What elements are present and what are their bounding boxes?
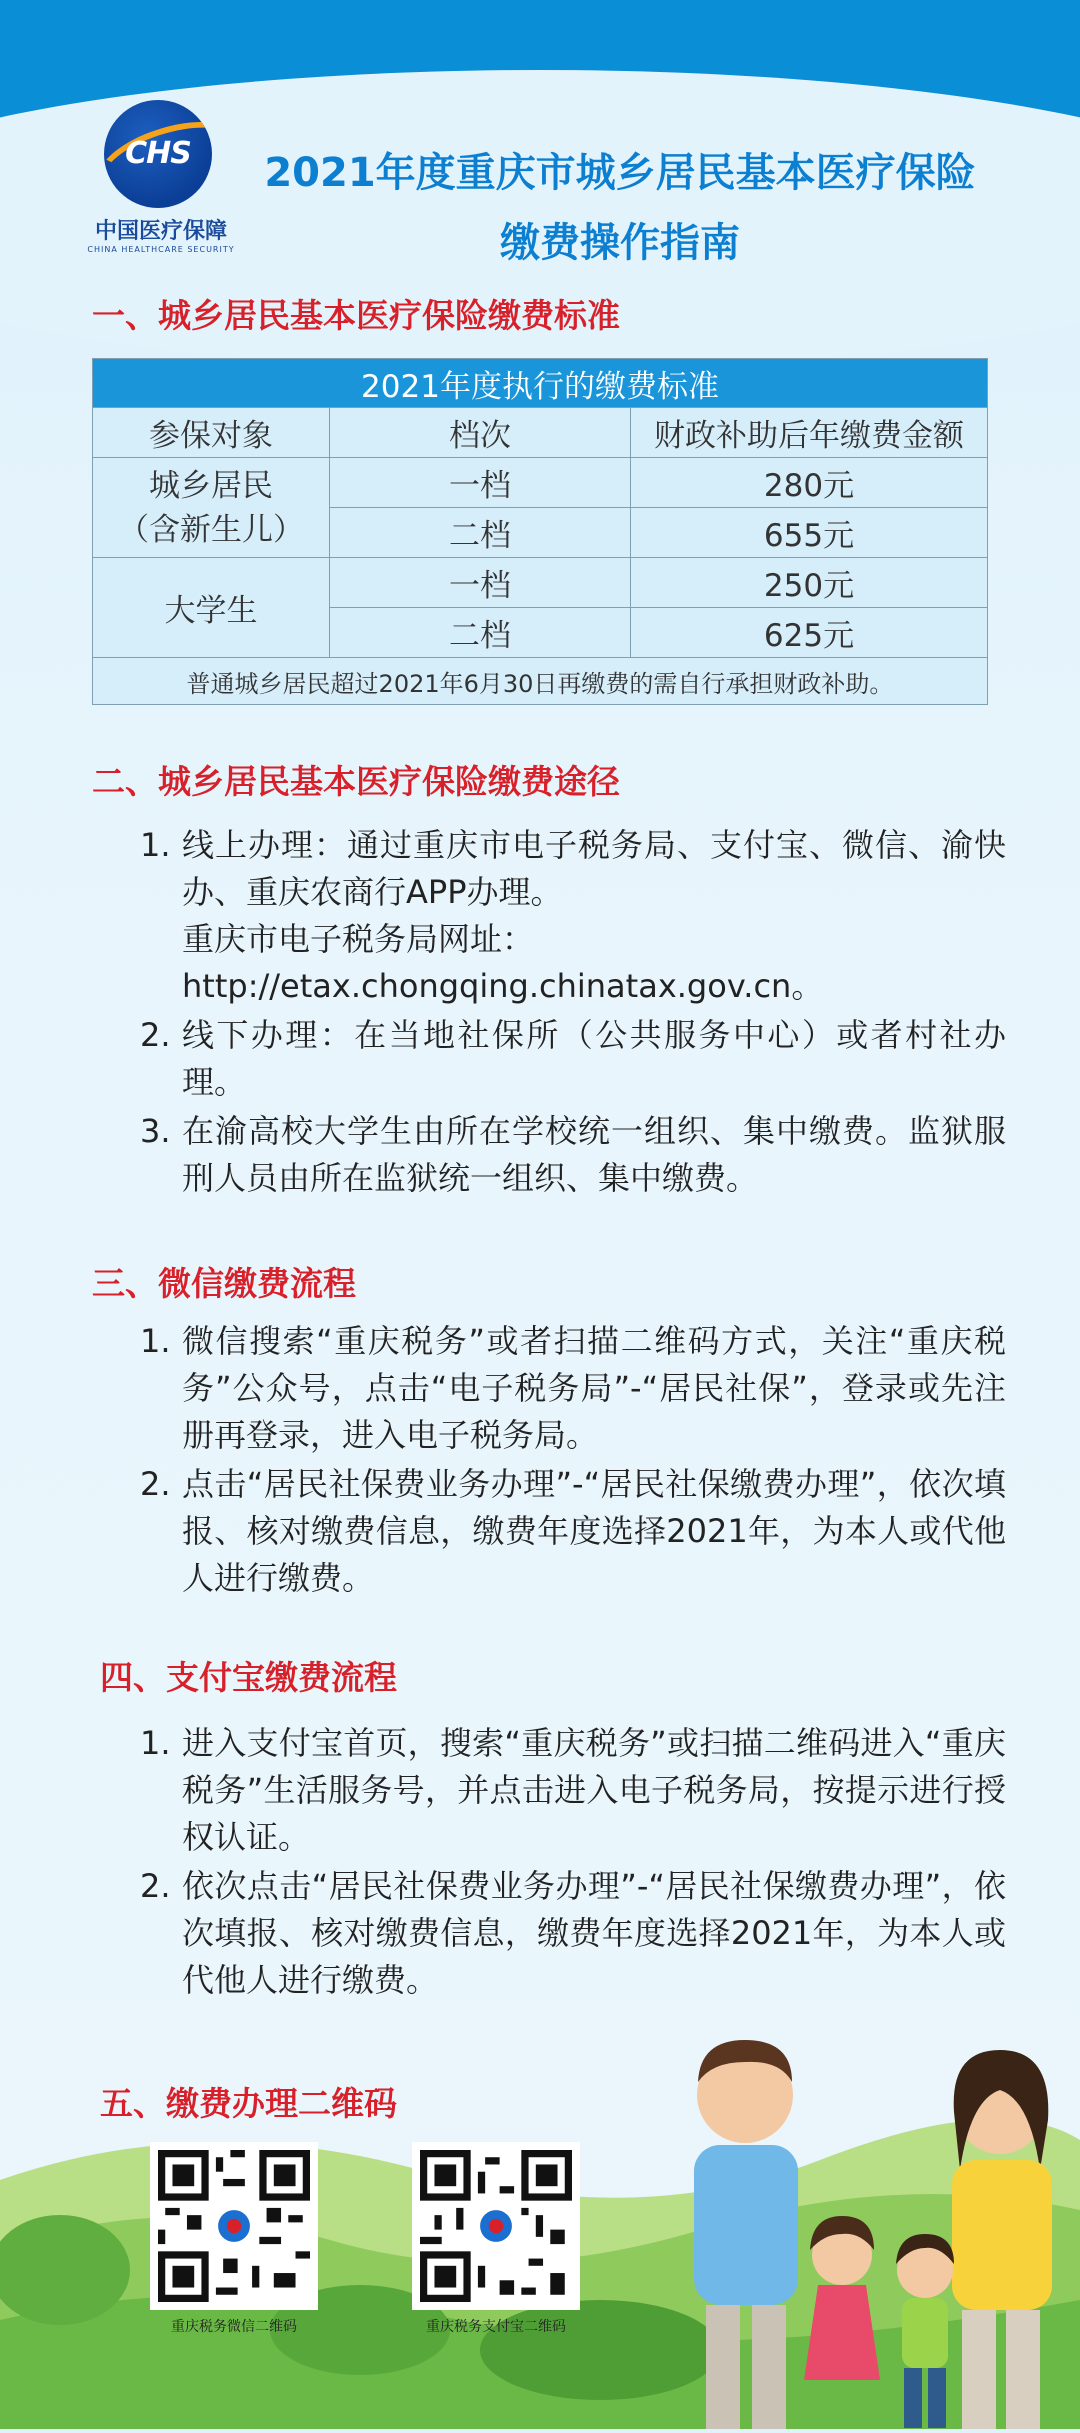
- item-text: 依次点击“居民社保费业务办理”-“居民社保缴费办理”，依次填报、核对缴费信息，缴费年度选择2021年，为本人或代他人进行缴费。: [182, 1867, 1006, 1999]
- tier-cell: 二档: [330, 608, 631, 658]
- table-group-cell: [93, 458, 330, 558]
- section-title-4: 四、支付宝缴费流程: [100, 1658, 397, 1697]
- list-item: [140, 1318, 1006, 1459]
- tier-cell: 一档: [330, 458, 631, 508]
- website-link[interactable]: http://etax.chongqing.chinatax.gov.cn。: [182, 967, 824, 1005]
- section-title-3: 三、微信缴费流程: [92, 1264, 356, 1303]
- item-number: 1.: [140, 826, 171, 864]
- amount-cell: 625元: [631, 608, 988, 658]
- wechat-qr-caption: 重庆税务微信二维码: [171, 2319, 297, 2335]
- item-text: 进入支付宝首页，搜索“重庆税务”或扫描二维码进入“重庆税务”生活服务号，并点击进入电子税务局，按提示进行授权认证。: [182, 1724, 1006, 1856]
- item-text-block: [182, 822, 1006, 1010]
- page-title-line1: 2021年度重庆市城乡居民基本医疗保险: [264, 150, 976, 196]
- amount-cell: 655元: [631, 508, 988, 558]
- alipay-qr-caption: 重庆税务支付宝二维码: [426, 2319, 566, 2335]
- item-number: 2.: [140, 1016, 171, 1054]
- section-title-5: 五、缴费办理二维码: [100, 2084, 397, 2123]
- fee-standard-table: [92, 358, 988, 705]
- tier-cell: 二档: [330, 508, 631, 558]
- section2-list: [140, 822, 1006, 1204]
- page-title: [240, 138, 1000, 278]
- group-name-line1: 大学生: [164, 593, 258, 629]
- table-header-cell: 财政补助后年缴费金额: [631, 408, 988, 458]
- item-text: 在渝高校大学生由所在学校统一组织、集中缴费。监狱服刑人员由所在监狱统一组织、集中缴费。: [182, 1112, 1006, 1197]
- table-header-cell: 档次: [330, 408, 631, 458]
- list-item: [140, 1108, 1006, 1202]
- item-number: 3.: [140, 1112, 171, 1150]
- group-name-line1: 城乡居民: [149, 467, 273, 504]
- chs-logo: [86, 100, 236, 254]
- list-item: [140, 822, 1006, 1010]
- logo-name-cn: 中国医疗保障: [94, 219, 227, 244]
- page-title-line2: 缴费操作指南: [500, 220, 740, 266]
- qr-pattern-icon: [420, 2150, 572, 2302]
- alipay-qr-block: [412, 2142, 580, 2336]
- item-number: 2.: [140, 1867, 171, 1905]
- table-header-cell: 参保对象: [93, 408, 330, 458]
- alipay-qr-code[interactable]: [412, 2142, 580, 2310]
- item-text: 微信搜索“重庆税务”或者扫描二维码方式，关注“重庆税务”公众号，点击“电子税务局”-“居民社保”，登录或先注册再登录，进入电子税务局。: [182, 1322, 1006, 1454]
- item-text: 线上办理：通过重庆市电子税务局、支付宝、微信、渝快办、重庆农商行APP办理。: [182, 826, 1006, 911]
- table-note: 普通城乡居民超过2021年6月30日再缴费的需自行承担财政补助。: [93, 658, 988, 705]
- logo-mark-text: CHS: [125, 136, 191, 171]
- item-extra-label: 重庆市电子税务局网址：: [182, 920, 535, 958]
- amount-cell: 250元: [631, 558, 988, 608]
- table-caption: 2021年度执行的缴费标准: [93, 359, 988, 408]
- chs-logo-mark: [104, 100, 212, 208]
- table-group-cell: [93, 558, 330, 658]
- wechat-qr-block: [150, 2142, 318, 2336]
- tier-cell: 一档: [330, 558, 631, 608]
- logo-name-en: CHINA HEALTHCARE SECURITY: [87, 245, 235, 254]
- item-number: 1.: [140, 1322, 171, 1360]
- group-name-line2: （含新生儿）: [118, 511, 304, 548]
- item-text: 点击“居民社保费业务办理”-“居民社保缴费办理”，依次填报、核对缴费信息，缴费年度选择2021年，为本人或代他人进行缴费。: [182, 1465, 1006, 1597]
- item-text: 线下办理：在当地社保所（公共服务中心）或者村社办理。: [182, 1016, 1006, 1101]
- qr-pattern-icon: [158, 2150, 310, 2302]
- section4-list: [140, 1720, 1006, 2006]
- list-item: [140, 1720, 1006, 1861]
- list-item: [140, 1461, 1006, 1602]
- section3-list: [140, 1318, 1006, 1604]
- amount-cell: 280元: [631, 458, 988, 508]
- item-number: 1.: [140, 1724, 171, 1762]
- list-item: [140, 1012, 1006, 1106]
- section-title-2: 二、城乡居民基本医疗保险缴费途径: [92, 762, 620, 801]
- list-item: [140, 1863, 1006, 2004]
- wechat-qr-code[interactable]: [150, 2142, 318, 2310]
- item-number: 2.: [140, 1465, 171, 1503]
- section-title-1: 一、城乡居民基本医疗保险缴费标准: [92, 296, 620, 335]
